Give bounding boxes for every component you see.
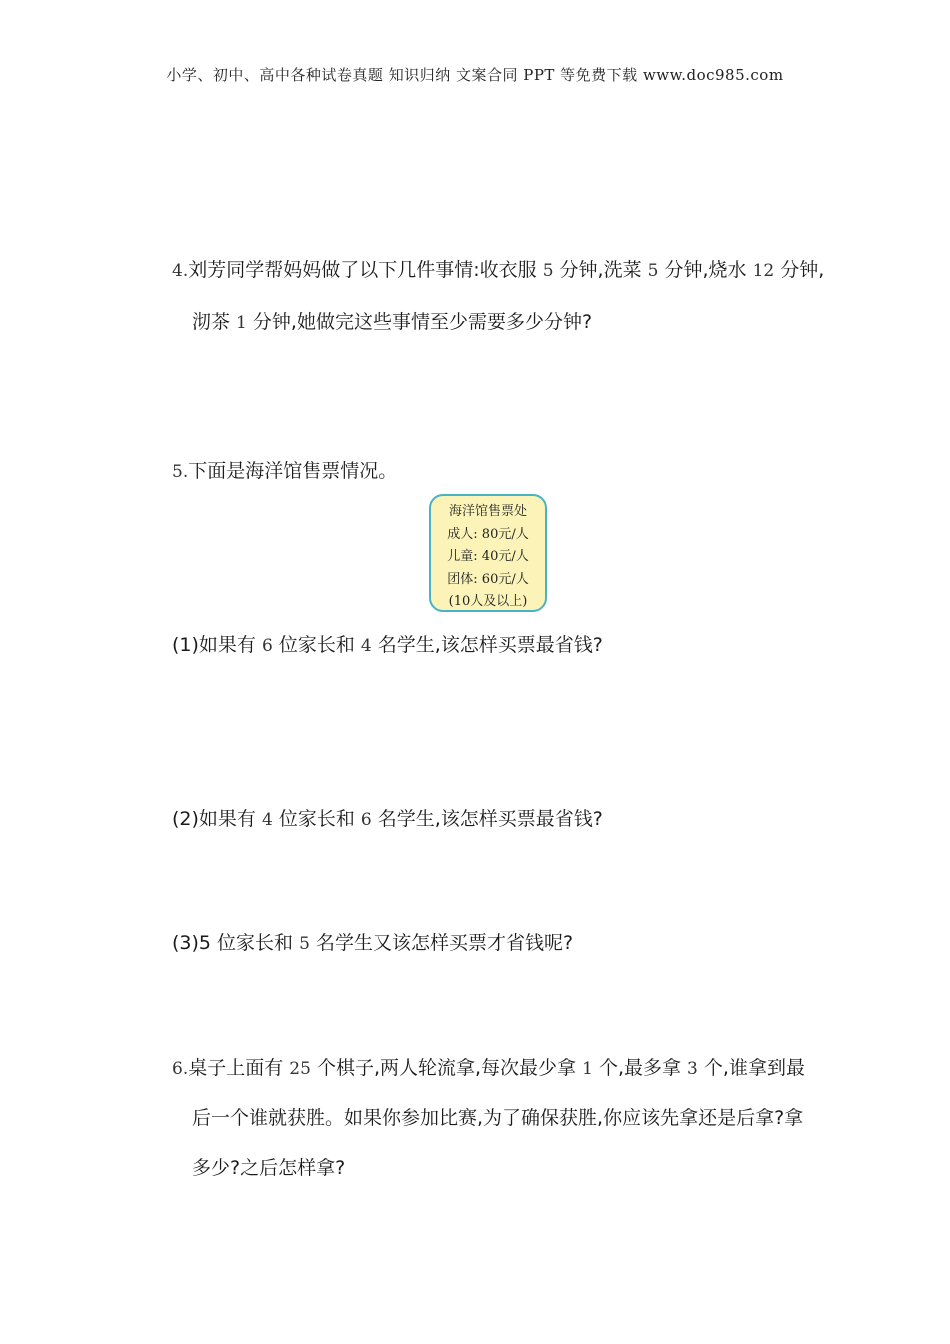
q5-sub3 xyxy=(172,930,573,957)
inline-text: 名学生,该怎样买票最省钱? xyxy=(371,808,603,830)
inline-text: 分钟, xyxy=(774,259,825,281)
inline-text: 个,谁拿到最 xyxy=(697,1057,805,1079)
q6-line-2 xyxy=(192,1105,803,1131)
page-header: 小学、初中、高中各种试卷真题 知识归纳 文案合同 PPT 等免费下载 www.doc985.com xyxy=(166,66,784,84)
ticket-title: 海洋馆售票处 xyxy=(448,504,527,519)
inline-number: 1 xyxy=(582,1059,593,1079)
inline-number: 6 xyxy=(261,636,273,656)
q4-number: 4. xyxy=(172,261,189,281)
inline-text: 沏茶 xyxy=(192,311,237,333)
inline-text: (3)5 位家长和 xyxy=(172,932,300,954)
inline-number: 4 xyxy=(360,636,372,656)
ticket-adult-price: 成人: 80元/人 xyxy=(447,526,529,542)
inline-text: 分钟,洗菜 xyxy=(553,259,648,281)
q5-sub1 xyxy=(172,632,603,659)
inline-text: 名学生,该怎样买票最省钱? xyxy=(371,634,603,656)
inline-number: 5 xyxy=(542,261,554,281)
inline-text: (2)如果有 xyxy=(172,808,262,830)
q6-text-1 xyxy=(188,1057,805,1079)
ticket-group-price: 团体: 60元/人 xyxy=(447,571,529,587)
inline-text: 个棋子,两人轮流拿,每次最少拿 xyxy=(310,1057,583,1079)
q5-sub2 xyxy=(172,806,603,833)
inline-text: 名学生又该怎样买票才省钱呢? xyxy=(309,932,574,954)
q6-line-3 xyxy=(192,1155,345,1181)
inline-text: 分钟,烧水 xyxy=(658,259,753,281)
inline-text: 个,最多拿 xyxy=(592,1057,688,1079)
inline-text: 位家长和 xyxy=(272,634,361,656)
q6-line-1 xyxy=(172,1055,805,1082)
q4-line-2 xyxy=(192,309,592,336)
inline-number: 12 xyxy=(752,261,775,281)
q4-text-1 xyxy=(188,259,824,281)
q5-line-intro xyxy=(172,458,397,485)
inline-text: 后一个谁就获胜。如果你参加比赛,为了确保获胜,你应该先拿还是后拿?拿 xyxy=(192,1107,804,1129)
inline-number: 4 xyxy=(261,810,273,830)
inline-number: 3 xyxy=(687,1059,698,1079)
ticket-price-board xyxy=(429,494,547,612)
inline-text: 位家长和 xyxy=(272,808,361,830)
q5-intro: 下面是海洋馆售票情况。 xyxy=(188,460,398,482)
q5-number: 5. xyxy=(172,462,189,482)
ticket-group-note: (10人及以上) xyxy=(448,594,528,609)
inline-number: 5 xyxy=(299,934,310,954)
inline-number: 25 xyxy=(289,1059,311,1079)
inline-text: 桌子上面有 xyxy=(188,1057,290,1079)
inline-text: (1)如果有 xyxy=(172,634,262,656)
ticket-child-price: 儿童: 40元/人 xyxy=(447,549,529,564)
inline-text: 分钟,她做完这些事情至少需要多少分钟? xyxy=(246,311,593,333)
inline-number: 6 xyxy=(360,810,372,830)
inline-text: 多少?之后怎样拿? xyxy=(192,1157,346,1179)
inline-number: 1 xyxy=(236,313,247,333)
inline-number: 5 xyxy=(647,261,659,281)
q4-line-1 xyxy=(172,257,824,284)
inline-text: 刘芳同学帮妈妈做了以下几件事情:收衣服 xyxy=(188,259,543,281)
q6-number: 6. xyxy=(172,1059,189,1079)
